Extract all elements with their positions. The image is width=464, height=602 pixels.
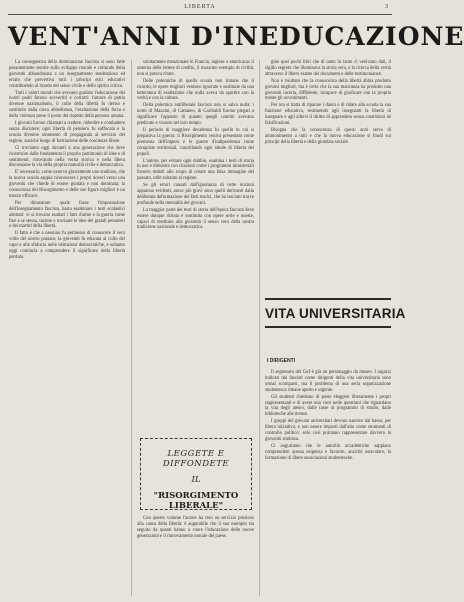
publication-name: LIBERTA bbox=[184, 4, 216, 10]
advert-box bbox=[140, 438, 252, 510]
article-column-2-continued bbox=[137, 516, 254, 596]
article-paragraph: Per dimostrare quale fosse l'impostazione dell'insegnamento fascista, basta esaminare i testi scolastici adottati: vi si trovano esaltati i fatti d'arme e la guerra come fine a se stessa, taciute o travisate le idee dei grandi pensatori e dei martiri della libertà. bbox=[9, 200, 125, 230]
article-paragraph: Non è risultato che la conoscenza della libertà abbia prodotto giovani migliori, ma è certo che la sua mancanza ha prodotto una gioventù incerta, diffidente, incapace di giudicare con la propria mente gli avvenimenti. bbox=[265, 78, 391, 102]
section-rule-bottom bbox=[265, 326, 391, 328]
article-paragraph: Il fatto è che a nessuno fu permesso di conoscere il vero volto del nostro passato; la gioventù fu educata al culto del capo e alla sfiducia nelle istituzioni democratiche, e soltanto oggi comincia a comprendere il significato della libertà perduta. bbox=[9, 231, 125, 260]
article-paragraph: L'autore, per evitare ogni dubbio, esamina i testi di storia in uso e dimostra con citazioni come i programmi ministeriali fossero redatti allo scopo di creare una falsa immagine del passato, utile soltanto al regime. bbox=[137, 158, 254, 182]
header-rule bbox=[8, 14, 392, 15]
section-paragraph: I gruppi dei giovani universitari devono nascere dal basso, per libera iniziativa, e non essere imposti dall'alto come strumenti di controllo politico: solo così potranno rappresentare davvero la gioventù studiosa. bbox=[265, 419, 391, 442]
article-headline: VENT'ANNI D'INEDUCAZIONE bbox=[8, 22, 464, 51]
article-paragraph: Il periodo di maggiore decadenza fu quello in cui si preparava la guerra: il Risorgimento veniva presentato come premessa dell'impero e le guerre d'indipendenza come conquiste territoriali, cancellando ogni ideale di libertà dei popoli. bbox=[137, 127, 254, 157]
section-paragraph: Ci auguriamo che le autorità accademiche sappiano comprendere questa esigenza e favorire, anziché ostacolare, la formazione di libere associazioni studentesche. bbox=[265, 443, 391, 461]
advert-line-1: LEGGETE E DIFFONDETE bbox=[162, 449, 230, 469]
article-column-1 bbox=[9, 60, 125, 596]
article-paragraph: La maggior parte dei testi di storia dell'epoca fascista deve essere dunque ritirata e sostituita con opere serie e oneste, capaci di restituire alla gioventù il senso vero della nostra tradizione nazionale e democratica. bbox=[137, 207, 254, 231]
article-paragraph: La conseguenza della dominazione fascista si sono fatte pesantemente sentire sullo sviluppo morale e culturale della gioventù abbandonata a un insegnamento tendenzioso ed errato che pervertiva tutti i principi etici educativi contribuendo al ritardo del senso civile e dello spirito critico. bbox=[9, 60, 125, 89]
article-paragraph: gine quei pochi libri che di tanto in tanto ci venivano dati, il sigillo segreto che illuminava la storia vera, e la ricerca della verità attraverso il libero esame dei documenti e delle testimonianze. bbox=[265, 60, 391, 77]
page-number: 3 bbox=[385, 4, 388, 10]
section-column bbox=[265, 370, 391, 596]
article-paragraph: Con questo volume l'autore ha reso un servizio prezioso alla causa della libertà: è augurabile che il suo esempio sia seguito da quanti hanno a cuore l'educazione delle nuove generazioni e il rinnovamento morale del paese. bbox=[137, 516, 254, 539]
article-column-2 bbox=[137, 60, 254, 434]
section-title: VITA UNIVERSITARIA bbox=[265, 306, 406, 321]
article-paragraph: Per ora si tratta di riparare i danni e di ridare alla scuola la sua funzione educativa, restituendo agli insegnanti la libertà di insegnare e agli allievi il diritto di apprendere senza costrizioni né falsificazioni. bbox=[265, 103, 391, 127]
article-paragraph: Tutti i valori morali che avevano guidato l'educazione dei nostri padri furono sovvertiti e corrotti: l'amore di patria divenne nazionalismo, il culto della libertà fu deriso e sostituito dalla cieca obbedienza, l'esaltazione della forza e della violenza prese il posto del rispetto della persona umana. bbox=[9, 90, 125, 120]
section-subtitle: I DIRIGENTI bbox=[267, 358, 296, 364]
section-paragraph: Gli studenti chiedono di poter eleggere liberamente i propri rappresentanti e di avere una voce nelle questioni che riguardano la vita degli atenei, dalle tasse ai programmi di studio, dalle biblioteche alle mense. bbox=[265, 394, 391, 418]
column-rule bbox=[259, 60, 260, 596]
article-paragraph: solutamente menzionate in Francia, inglese o americana: il sistema delle lettere di credito, il massimo esempio di civiltà, non si poteva citare. bbox=[137, 60, 254, 77]
article-paragraph: Se gli errori causati dall'ignoranza di certe nozioni appaiono evidenti, ancor più gravi sono quelli derivanti dalla deliberata deformazione dei fatti storici, che ha lasciato tracce profonde nella mentalità dei giovani. bbox=[137, 183, 254, 206]
article-paragraph: Delle polemiche di quella scuola non rimane che il ricordo; le opere migliori vennero ignorate e sostituite da una letteratura di esaltazione che nulla aveva da spartire con la verità e con la cultura. bbox=[137, 78, 254, 102]
advert-line-2: IL bbox=[191, 475, 201, 485]
article-paragraph: Ci troviamo oggi davanti a una generazione che deve ricostruire dalle fondamenta il proprio patrimonio di idee e di sentimenti, ritrovando nella verità storica e nella libera discussione la via della propria maturità civile e democratica. bbox=[9, 145, 125, 169]
article-paragraph: Bisogna che la conoscenza di questi anni serva di ammonimento a tutti e che la nuova educazione si fondi sui principi della libertà e della giustizia sociale. bbox=[265, 127, 391, 145]
article-paragraph: I giovani furono chiamati a credere, obbedire e combattere senza discutere; ogni libertà di pensiero fu soffocata e la scuola divenne strumento di propaganda al servizio del regime, anziché luogo di formazione delle coscienze libere. bbox=[9, 121, 125, 144]
article-paragraph: E' necessario, come osserva giustamente uno studioso, che la nuova scuola sappia riconoscere i propri doveri verso una gioventù che chiede di essere guidata e non dominata; la conoscenza del Risorgimento e delle sue figure migliori è un mezzo efficace. bbox=[9, 170, 125, 199]
column-rule bbox=[131, 60, 132, 596]
section-rule-top bbox=[265, 298, 391, 300]
advert-line-3: "RISORGIMENTO LIBERALE" bbox=[153, 491, 239, 511]
article-column-3 bbox=[265, 60, 391, 290]
article-paragraph: Della polemica antiliberale fascista non si salva nulla: i nomi di Mazzini, di Cattaneo, di Garibaldi furono piegati a significare l'opposto di quanto quegli uomini avevano predicato e vissuto nel loro tempo. bbox=[137, 103, 254, 127]
section-paragraph: Il segretario del Guf è già un personaggio da museo. I ragazzi indicati dai fascisti come dirigenti della vita universitaria sono ormai scomparsi, ma il problema di una seria organizzazione studentesca rimane aperto e urgente. bbox=[265, 370, 391, 393]
